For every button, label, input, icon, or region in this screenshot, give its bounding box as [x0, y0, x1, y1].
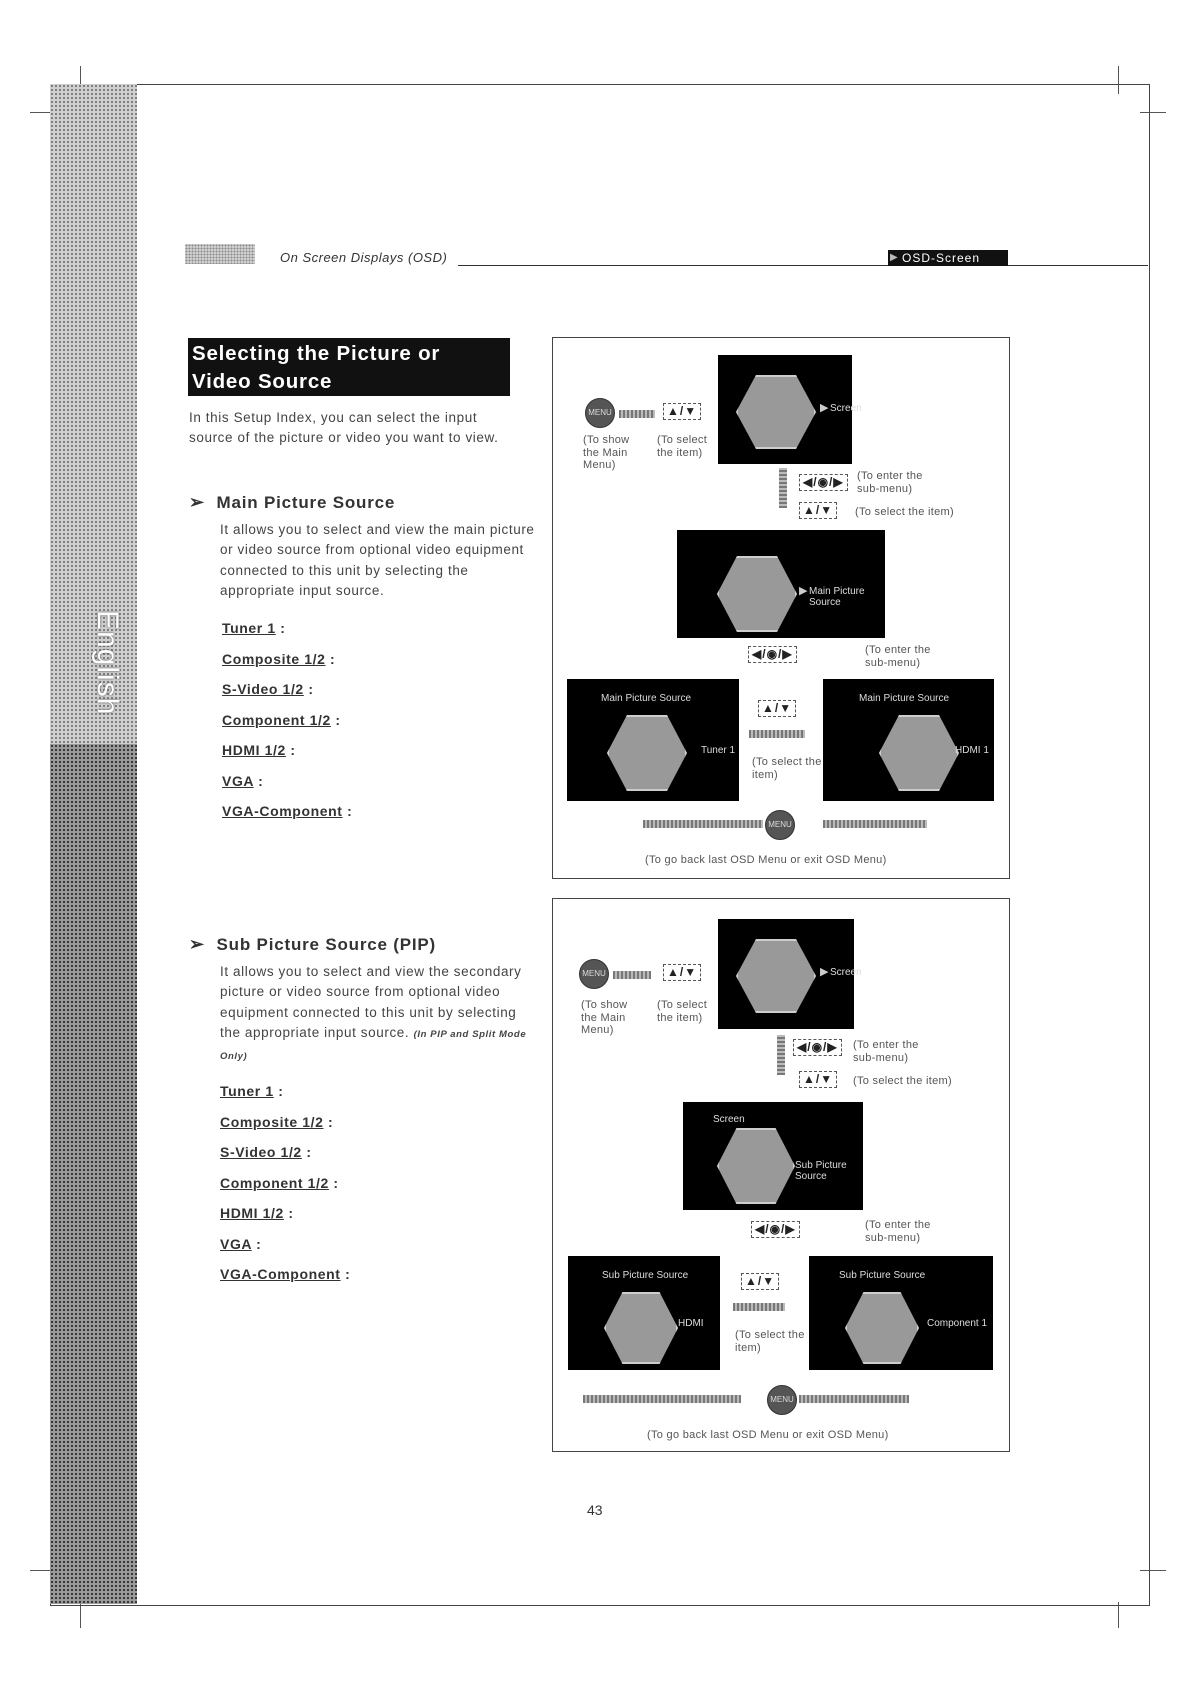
updown-key-icon: ▲/▼ — [663, 403, 701, 420]
down-arrow-icon — [777, 1035, 785, 1075]
osd-screen-submenu — [677, 530, 885, 638]
left-arrow-icon — [823, 820, 927, 828]
caption-select-item: (To select the item) — [657, 434, 708, 459]
osd-screen-submenu — [683, 1102, 863, 1210]
osd-label: Screen — [830, 403, 862, 414]
page-number: 43 — [587, 1502, 603, 1518]
caption-show-main: (To show the Main Menu) — [581, 999, 628, 1036]
osd-label: Screen — [830, 967, 862, 978]
menu-button-icon: MENU — [585, 398, 615, 428]
list-item: HDMI 1/2 : — [222, 742, 296, 758]
page-title: Selecting the Picture or Video Source — [188, 338, 510, 396]
caption-select-item: (To select the item) — [752, 756, 822, 781]
list-item: VGA : — [220, 1235, 262, 1252]
osd-title: Sub Picture Source — [602, 1270, 689, 1281]
list-item: S-Video 1/2 : — [222, 681, 314, 697]
osd-screen-main-menu — [718, 355, 862, 464]
osd-hex-icon — [879, 715, 959, 791]
header-thumbnail — [185, 244, 255, 264]
list-item: Composite 1/2 : — [220, 1113, 334, 1130]
pointer-arrow-icon: ➢ — [189, 492, 205, 512]
osd-label: HDMI 1 — [955, 745, 989, 756]
sub-section-title: Sub Picture Source (PIP) — [216, 935, 436, 954]
list-item: HDMI 1/2 : — [220, 1205, 294, 1221]
list-item: Component 1/2 : — [220, 1174, 339, 1191]
caption-enter-sub: (To enter the sub-menu) — [853, 1039, 919, 1064]
updown-key-icon: ▲/▼ — [758, 700, 796, 717]
sub-section-text: It allows you to select and view the secondary picture or video source from optional video equipment connected to this unit by selecting the appropriate input source. — [220, 964, 522, 1040]
caption-show-main: (To show the Main Menu) — [583, 434, 630, 471]
list-item: S-Video 1/2 : — [220, 1144, 312, 1160]
right-arrow-icon — [643, 820, 763, 828]
osd-label: Component 1 — [927, 1318, 988, 1329]
osd-hex-icon — [736, 375, 816, 449]
menu-button-icon: MENU — [767, 1385, 797, 1415]
osd-screen-main-menu — [718, 919, 862, 1029]
leftright-key-icon: ◀/◉/▶ — [751, 1221, 800, 1238]
leftright-key-icon: ◀/◉/▶ — [748, 646, 797, 663]
caption-enter-sub: (To enter the sub-menu) — [865, 644, 931, 669]
sub-osd-diagram — [552, 898, 1010, 1452]
caption-select-item: (To select the item) — [735, 1329, 805, 1354]
right-arrow-icon — [613, 971, 651, 979]
sub-section-note: (In PIP and Split Mode Only) — [220, 1028, 527, 1063]
list-item: Composite 1/2 : — [222, 650, 336, 667]
osd-screen-left — [568, 1256, 720, 1370]
leftright-key-icon: ◀/◉/▶ — [793, 1039, 842, 1056]
sub-section-heading — [189, 934, 436, 955]
caption-enter-sub: (To enter the sub-menu) — [865, 1219, 931, 1244]
pointer-arrow-icon: ➢ — [189, 934, 205, 954]
list-item: Tuner 1 : — [222, 620, 286, 636]
right-triangle-icon: ▶ — [820, 402, 829, 414]
osd-hex-icon — [736, 939, 816, 1013]
osd-title: Screen — [713, 1114, 745, 1125]
down-arrow-icon — [779, 468, 787, 508]
caption-enter-sub: (To enter the sub-menu) — [857, 470, 923, 495]
osd-title: Main Picture Source — [601, 693, 692, 704]
osd-screen-right — [809, 1256, 993, 1370]
main-source-list — [222, 620, 352, 834]
menu-button-icon: MENU — [765, 810, 795, 840]
caption-select-item: (To select the item) — [855, 506, 954, 518]
updown-key-icon: ▲/▼ — [663, 964, 701, 981]
caption-select-item: (To select the item) — [853, 1075, 952, 1087]
updown-key-icon: ▲/▼ — [799, 1071, 837, 1088]
main-section-title: Main Picture Source — [216, 493, 396, 512]
osd-hex-icon — [717, 1128, 795, 1204]
updown-key-icon: ▲/▼ — [799, 502, 837, 519]
main-section-body: It allows you to select and view the main picture or video source from optional video equipment connected to this unit by selecting the appropriate input source. — [220, 522, 535, 598]
right-triangle-icon: ▶ — [820, 966, 829, 978]
sub-section-body — [220, 962, 536, 1067]
osd-label: Main Picture Source — [809, 586, 865, 608]
list-item: Component 1/2 : — [222, 711, 341, 728]
sub-source-list — [220, 1083, 350, 1297]
caption-back: (To go back last OSD Menu or exit OSD Menu) — [647, 1429, 889, 1441]
osd-screen-left — [567, 679, 739, 801]
osd-label: Sub Picture Source — [795, 1160, 847, 1182]
header-section-text: On Screen Displays (OSD) — [280, 250, 448, 265]
list-item: VGA-Component : — [220, 1266, 351, 1282]
osd-hex-icon — [845, 1292, 919, 1364]
double-arrow-icon — [733, 1303, 785, 1311]
list-item: VGA : — [222, 772, 264, 789]
leftright-key-icon: ◀/◉/▶ — [799, 474, 848, 491]
header-rule — [458, 265, 1148, 266]
sidebar-pattern-bottom — [50, 744, 137, 1604]
list-item: Tuner 1 : — [220, 1083, 284, 1099]
intro-text: In this Setup Index, you can select the input source of the picture or video you want to view. — [189, 410, 499, 445]
osd-label: HDMI — [678, 1318, 704, 1329]
double-arrow-icon — [749, 730, 805, 738]
header-badge: ▶ OSD-Screen — [888, 250, 1008, 266]
left-arrow-icon — [799, 1395, 909, 1403]
osd-label: Tuner 1 — [701, 745, 736, 756]
osd-hex-icon — [717, 556, 797, 632]
caption-back: (To go back last OSD Menu or exit OSD Menu) — [645, 854, 887, 866]
right-arrow-icon — [619, 410, 655, 418]
main-section-heading — [189, 492, 395, 513]
main-osd-diagram — [552, 337, 1010, 879]
language-label: English — [91, 610, 124, 716]
caption-select-item: (To select the item) — [657, 999, 708, 1024]
osd-hex-icon — [604, 1292, 678, 1364]
right-triangle-icon: ▶ — [799, 585, 808, 597]
menu-button-icon: MENU — [579, 959, 609, 989]
updown-key-icon: ▲/▼ — [741, 1273, 779, 1290]
osd-hex-icon — [607, 715, 687, 791]
osd-screen-right — [823, 679, 994, 801]
right-arrow-icon — [583, 1395, 741, 1403]
list-item: VGA-Component : — [222, 803, 353, 819]
osd-title: Sub Picture Source — [839, 1270, 926, 1281]
osd-title: Main Picture Source — [859, 693, 950, 704]
